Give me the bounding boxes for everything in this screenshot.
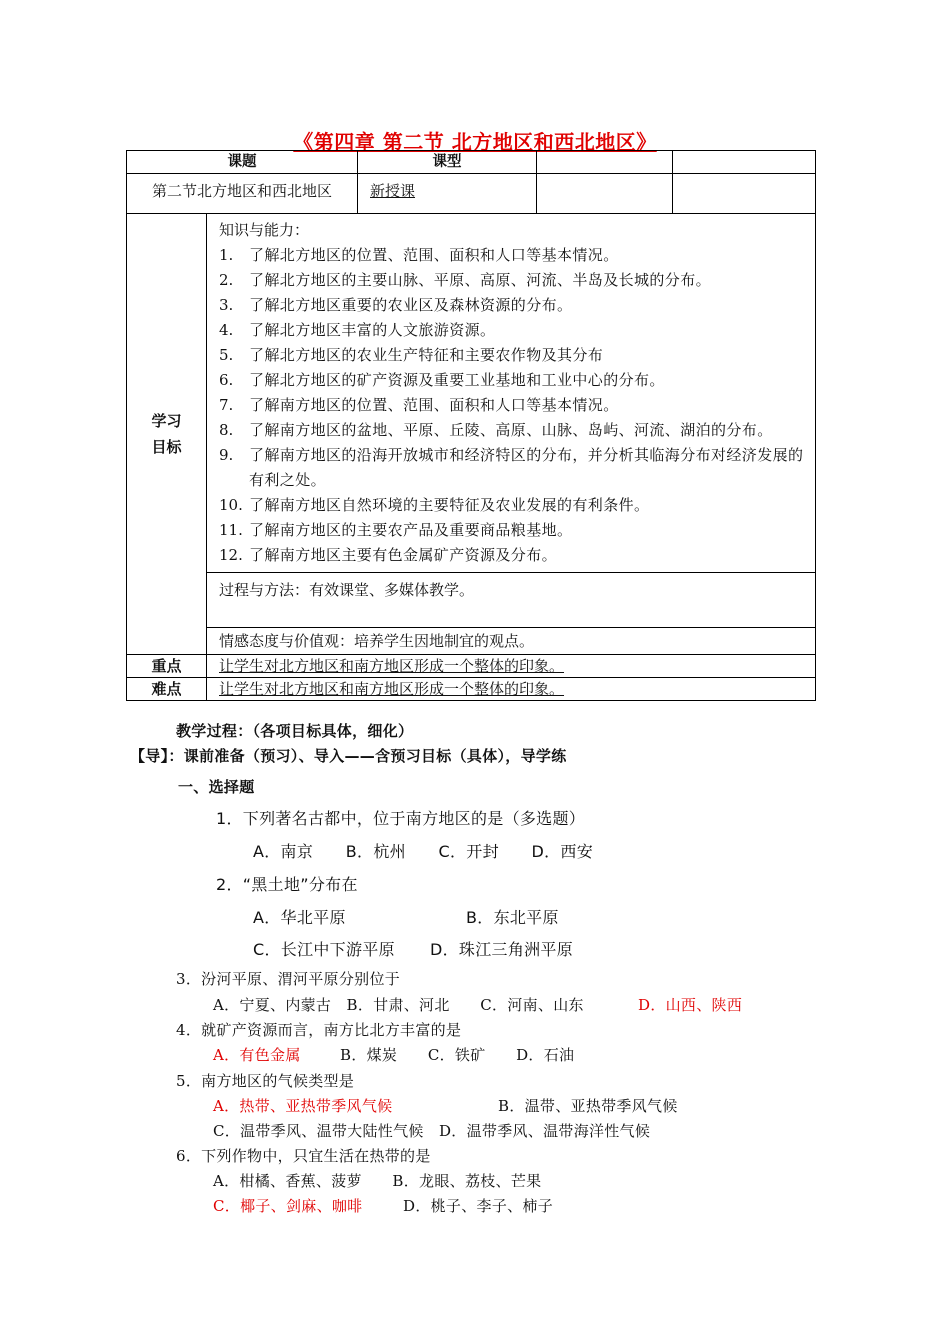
question-5-stem: 5．南方地区的气候类型是: [176, 1072, 355, 1090]
question-2-option-d: D．珠江三角洲平原: [430, 940, 574, 959]
goal-number: 10.: [219, 496, 243, 514]
question-2-stem: 2．“黑土地”分布在: [216, 875, 358, 894]
goal-text: 了解南方地区的位置、范围、面积和人口等基本情况。: [249, 396, 619, 414]
difficult-text: 让学生对北方地区和南方地区形成一个整体的印象。: [219, 680, 565, 698]
goal-text: 了解南方地区主要有色金属矿产资源及分布。: [249, 546, 558, 564]
attitude-goal: 情感态度与价值观：培养学生因地制宜的观点。: [207, 628, 816, 655]
question-2-option-c: C．长江中下游平原: [253, 940, 395, 959]
type-value: 新授课: [370, 182, 416, 200]
difficult-point-row: [127, 678, 816, 701]
process-heading-line: [176, 720, 413, 741]
key-point-row: [127, 655, 816, 678]
goal-text: 了解北方地区重要的农业区及森林资源的分布。: [249, 296, 573, 314]
difficult-cell: [207, 678, 816, 701]
question-6-option-d: D．桃子、李子、柿子: [403, 1197, 554, 1215]
goal-item: [219, 418, 807, 443]
empty-cell: [673, 174, 816, 214]
goal-text: 了解南方地区的盆地、平原、丘陵、高原、山脉、岛屿、河流、湖泊的分布。: [249, 421, 773, 439]
knowledge-goals-cell: [207, 214, 816, 573]
goal-number: 8.: [219, 421, 234, 439]
goal-item: [219, 393, 807, 418]
question-3-stem: 3．汾河平原、渭河平原分别位于: [176, 970, 401, 988]
goal-item: [219, 318, 807, 343]
goal-number: 12.: [219, 546, 243, 564]
goal-number: 9.: [219, 446, 234, 464]
goals-row: [127, 214, 816, 573]
goal-number: 7.: [219, 396, 234, 414]
goal-item: [219, 268, 807, 293]
goal-item: [219, 443, 807, 493]
empty-header-cell: [537, 151, 673, 174]
page-title: 《第四章 第二节 北方地区和西北地区》: [293, 130, 657, 154]
goal-number: 5.: [219, 346, 234, 364]
goal-item: [219, 493, 807, 518]
type-cell: [358, 174, 537, 214]
goals-label-cell: [127, 214, 207, 655]
goal-text: 了解北方地区的主要山脉、平原、高原、河流、半岛及长城的分布。: [249, 271, 712, 289]
key-cell: [207, 655, 816, 678]
goal-number: 1.: [219, 246, 234, 264]
goal-number: 4.: [219, 321, 234, 339]
key-label: 重点: [127, 655, 207, 678]
question-1-stem: 1．下列著名古都中，位于南方地区的是（多选题）: [216, 809, 586, 828]
goal-text: 了解北方地区的位置、范围、面积和人口等基本情况。: [249, 246, 619, 264]
lesson-plan-table: [126, 150, 816, 701]
goal-item: [219, 543, 807, 568]
goal-list: [219, 243, 807, 568]
empty-header-cell: [673, 151, 816, 174]
goal-text: 了解南方地区的沿海开放城市和经济特区的分布，并分析其临海分布对经济发展的有利之处。: [249, 446, 804, 489]
goal-text: 了解北方地区的农业生产特征和主要农作物及其分布: [249, 346, 604, 364]
process-heading: 教学过程：（各项目标具体，细化）: [176, 722, 414, 740]
goal-item: [219, 518, 807, 543]
goal-item: [219, 368, 807, 393]
question-4-answer: A．有色金属: [213, 1046, 301, 1064]
topic-row: [127, 174, 816, 214]
question-5-option-b: B．温带、亚热带季风气候: [498, 1097, 678, 1115]
question-3-options: A．宁夏、内蒙古 B．甘肃、河北 C．河南、山东: [213, 996, 584, 1014]
goal-item: [219, 243, 807, 268]
type-header: 课型: [358, 151, 537, 174]
topic-cell: 第二节北方地区和西北地区: [127, 174, 358, 214]
knowledge-heading: 知识与能力：: [219, 221, 310, 239]
goal-number: 3.: [219, 296, 234, 314]
guide-line: 【导】：课前准备（预习）、导入——含预习目标（具体），导学练: [130, 747, 567, 765]
key-text: 让学生对北方地区和南方地区形成一个整体的印象。: [219, 657, 565, 675]
goal-number: 2.: [219, 271, 234, 289]
goal-item: [219, 343, 807, 368]
process-goal: 过程与方法：有效课堂、多媒体教学。: [207, 573, 816, 628]
question-6-options-ab: A．柑橘、香蕉、菠萝 B．龙眼、荔枝、芒果: [213, 1172, 542, 1190]
question-5-options-cd: C．温带季风、温带大陆性气候 D．温带季风、温带海洋性气候: [213, 1122, 651, 1140]
empty-cell: [537, 174, 673, 214]
process-row: [127, 573, 816, 628]
goal-item: [219, 293, 807, 318]
goal-text: 了解北方地区丰富的人文旅游资源。: [249, 321, 496, 339]
goals-label: 学习目标: [151, 412, 182, 456]
topic-header: 课题: [127, 151, 358, 174]
goal-text: 了解南方地区的主要农产品及重要商品粮基地。: [249, 521, 573, 539]
question-5-answer: A．热带、亚热带季风气候: [213, 1097, 393, 1115]
goal-text: 了解南方地区自然环境的主要特征及农业发展的有利条件。: [249, 496, 650, 514]
question-4-stem: 4．就矿产资源而言，南方比北方丰富的是: [176, 1021, 462, 1039]
question-4-options: B．煤炭 C．铁矿 D．石油: [340, 1046, 575, 1064]
table-header-row: [127, 151, 816, 174]
goal-text: 了解北方地区的矿产资源及重要工业基地和工业中心的分布。: [249, 371, 665, 389]
question-1-options: A．南京 B．杭州 C．开封 D．西安: [253, 842, 594, 861]
question-6-answer: C．椰子、剑麻、咖啡: [213, 1197, 363, 1215]
question-2-option-b: B．东北平原: [466, 908, 559, 927]
goal-number: 11.: [219, 521, 243, 539]
question-6-stem: 6．下列作物中，只宜生活在热带的是: [176, 1147, 431, 1165]
difficult-label: 难点: [127, 678, 207, 701]
question-3-answer: D．山西、陕西: [638, 996, 743, 1014]
attitude-row: [127, 628, 816, 655]
goal-number: 6.: [219, 371, 234, 389]
question-2-option-a: A．华北平原: [253, 908, 346, 927]
section-heading: 一、选择题: [178, 778, 255, 796]
